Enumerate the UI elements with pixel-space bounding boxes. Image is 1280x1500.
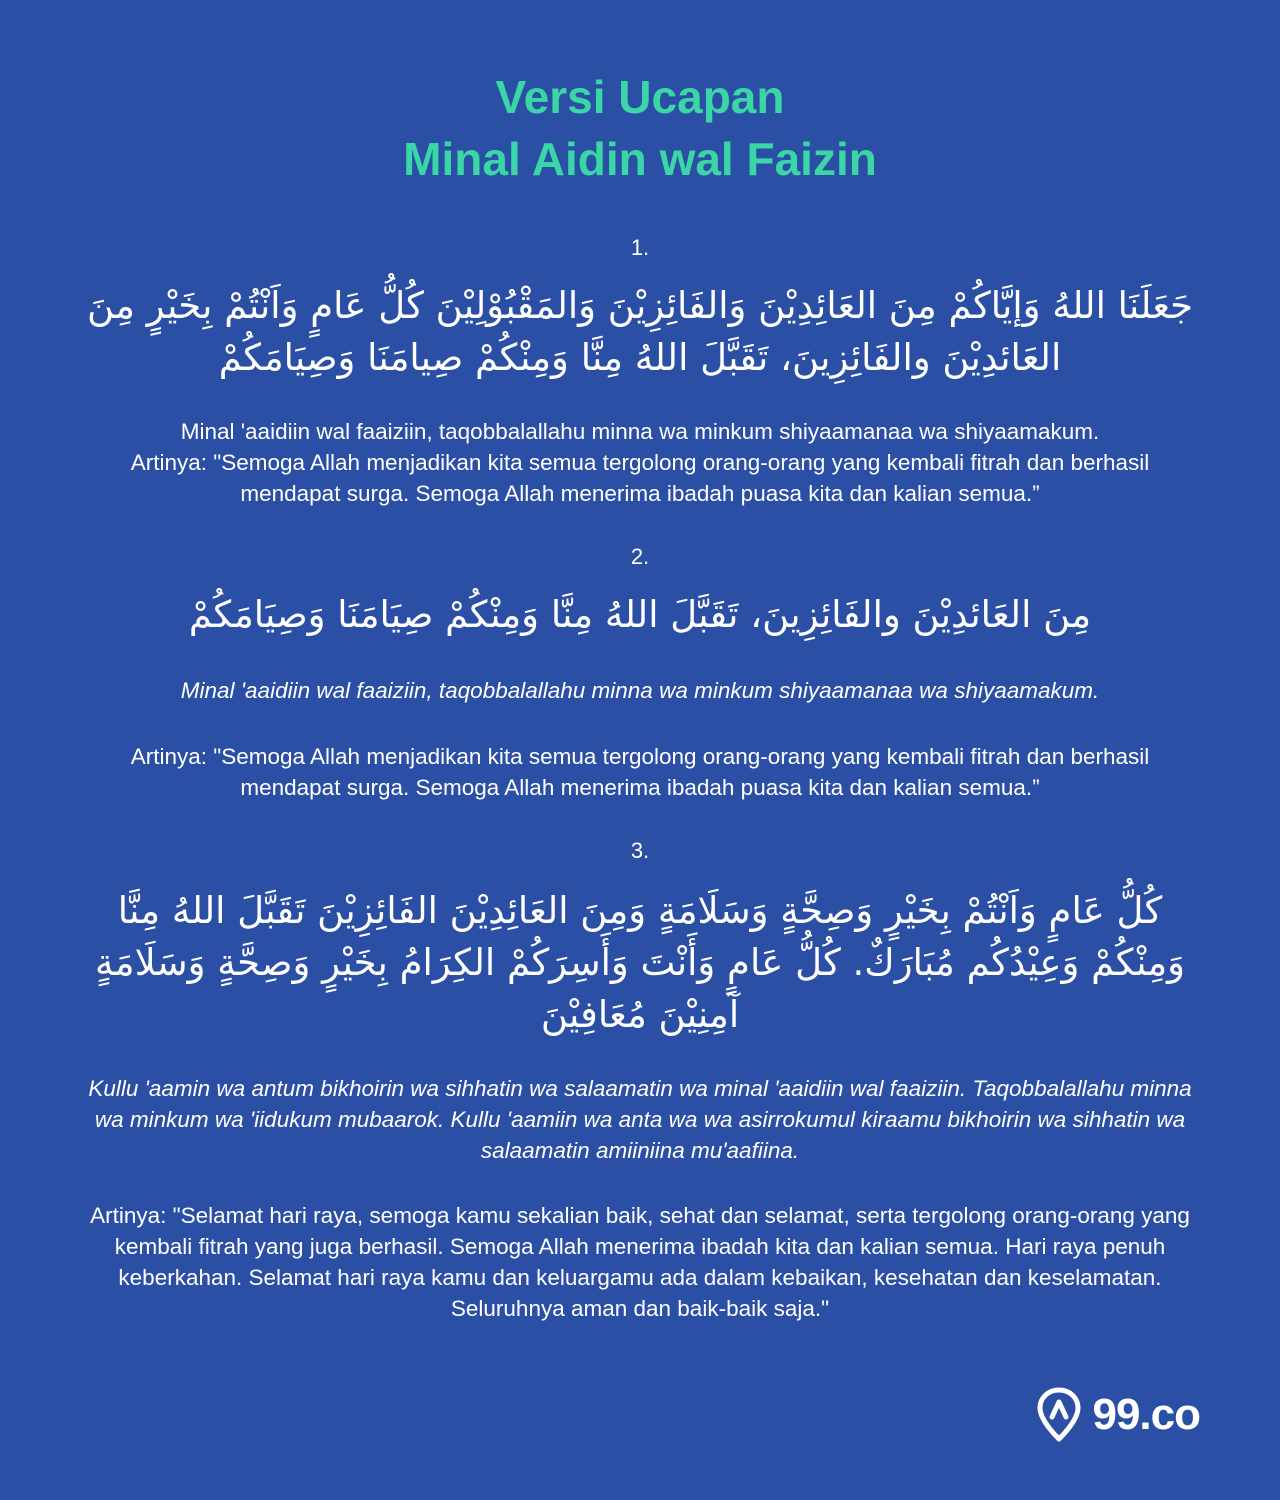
greeting-section-2 bbox=[80, 543, 1200, 803]
location-pin-icon bbox=[1036, 1387, 1082, 1443]
title-line-1: Versi Ucapan bbox=[495, 71, 785, 123]
arabic-text: جَعَلَنَا اللهُ وَإيَّاكُمْ مِنَ العَائِدِيْنَ وَالفَائِزِيْنَ وَالمَقْبُوْلِيْنَ كُلُّ عَامٍ وَاَنْتُمْ بِخَيْرٍ مِنَ العَائدِيْنَ والفَائِزِينَ، تَقَبَّلَ اللهُ مِنَّا وَمِنْكُمْ صِيامَنَا وَصِيَامَكُمْ bbox=[86, 284, 1194, 379]
transliteration-text: Minal 'aaidiin wal faaiziin, taqobbalallahu minna wa minkum shiyaamanaa wa shiyaamakum. bbox=[180, 678, 1100, 703]
section-number: 3. bbox=[630, 838, 650, 863]
brand-logo bbox=[1036, 1384, 1200, 1446]
title-line-2: Minal Aidin wal Faizin bbox=[403, 133, 877, 185]
transliteration-text: Minal 'aaidiin wal faaiziin, taqobbalallahu minna wa minkum shiyaamanaa wa shiyaamakum. bbox=[180, 419, 1100, 444]
section-number: 1. bbox=[630, 235, 650, 260]
arabic-text: مِنَ العَائدِيْنَ والفَائِزِينَ، تَقَبَّلَ اللهُ مِنَّا وَمِنْكُمْ صِيَامَنَا وَصِيَامَكُمْ bbox=[188, 593, 1092, 636]
greeting-section-3 bbox=[80, 837, 1200, 1324]
arabic-text: كُلُّ عَامٍ وَاَنْتُمْ بِخَيْرٍ وَصِحَّةٍ وَسَلَامَةٍ وَمِنَ العَائِدِيْنَ الفَائِزِيْنَ تَقَبَّلَ اللهُ مِنَّا وَمِنْكُمْ وَعِيْدُكُم مُبَارَكٌ. كُلُّ عَامٍ وَأَنْتَ وَأَسِرَكُمْ الكِرَامُ بِخَيْرٍ وَصِحَّةٍ وَسَلَامَةٍ آمِنِيْنَ مُعَافِيْنَ bbox=[94, 889, 1186, 1036]
translation-text: Artinya: "Semoga Allah menjadikan kita semua tergolong orang-orang yang kembali fitrah dan berhasil mendapat surga. Semoga Allah menerima ibadah puasa kita dan kalian semua.” bbox=[130, 744, 1150, 800]
greeting-section-1 bbox=[80, 234, 1200, 509]
translation-text: Artinya: "Selamat hari raya, semoga kamu sekalian baik, sehat dan selamat, serta tergolong orang-orang yang kembali fitrah yang juga berhasil. Semoga Allah menerima ibadah kita dan kalian semua. Hari raya penuh keberkahan. Selamat hari raya kamu dan keluargamu ada dalam kebaikan, kesehatan dan keselamatan. Seluruhnya aman dan baik-baik saja." bbox=[90, 1203, 1190, 1321]
section-number: 2. bbox=[630, 544, 650, 569]
translation-text: Artinya: "Semoga Allah menjadikan kita semua tergolong orang-orang yang kembali fitrah dan berhasil mendapat surga. Semoga Allah menerima ibadah puasa kita dan kalian semua.” bbox=[130, 450, 1150, 506]
transliteration-text: Kullu 'aamin wa antum bikhoirin wa sihhatin wa salaamatin wa minal 'aaidiin wal faaiziin. Taqobbalallahu minna wa minkum wa 'iidukum mubaarok. Kullu 'aamiin wa anta wa wa asirrokumul kiraamu bikhoirin wa sihhatin wa salaamatin amiiniina mu'aafiina. bbox=[88, 1076, 1192, 1163]
logo-text: 99.co bbox=[1092, 1390, 1200, 1439]
page-title bbox=[80, 66, 1200, 190]
